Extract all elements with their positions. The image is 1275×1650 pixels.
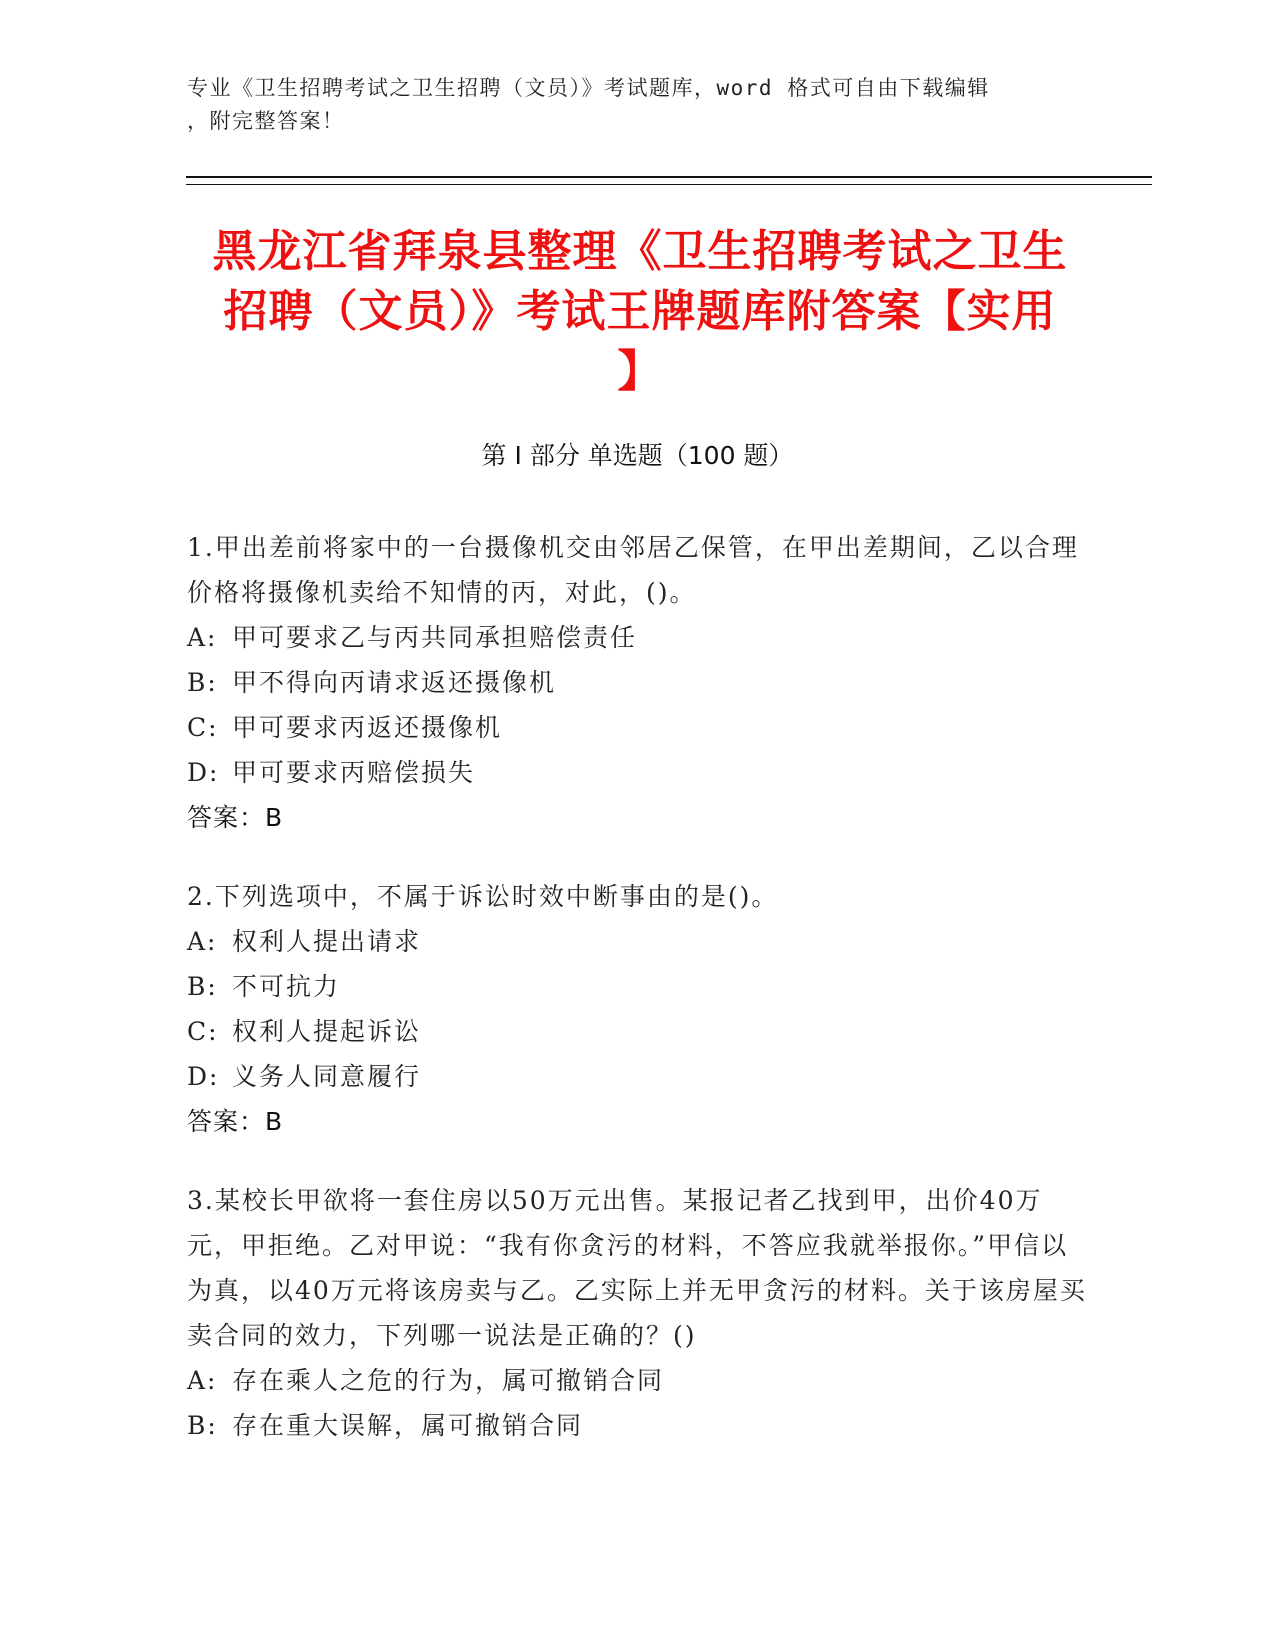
option-c xyxy=(187,705,1087,750)
option-text: 甲不得向丙请求返还摄像机 xyxy=(232,668,557,697)
header-rule-thick xyxy=(186,176,1152,178)
question-3 xyxy=(187,1178,1087,1448)
option-text: 义务人同意履行 xyxy=(232,1062,422,1091)
question-list xyxy=(187,525,1087,1482)
option-text: 甲可要求丙返还摄像机 xyxy=(232,713,503,742)
header-rule-thin xyxy=(186,184,1152,185)
question-stem: 3.某校长甲欲将一套住房以50万元出售。某报记者乙找到甲，出价40万元，甲拒绝。乙对甲说：“我有你贪污的材料，不答应我就举报你。”甲信以为真，以40万元将该房卖与乙。乙实际上并无甲贪污的材料。关于该房屋买卖合同的效力，下列哪一说法是正确的？() xyxy=(187,1186,1087,1350)
title-line-1: 黑龙江省拜泉县整理《卫生招聘考试之卫生 xyxy=(212,226,1068,277)
question-1 xyxy=(187,525,1087,840)
header-note xyxy=(187,72,1067,138)
option-a xyxy=(187,1358,1087,1403)
option-text: 权利人提起诉讼 xyxy=(232,1017,422,1046)
option-text: 甲可要求乙与丙共同承担赔偿责任 xyxy=(232,623,638,652)
option-letter: A: xyxy=(187,1366,218,1395)
question-stem: 1.甲出差前将家中的一台摄像机交由邻居乙保管，在甲出差期间，乙以合理价格将摄像机卖给不知情的丙，对此，()。 xyxy=(187,533,1079,607)
option-a xyxy=(187,615,1087,660)
option-d xyxy=(187,750,1087,795)
option-text: 存在重大误解，属可撤销合同 xyxy=(232,1411,584,1440)
option-letter: C: xyxy=(187,1017,219,1046)
section-heading: 第 I 部分 单选题（100 题） xyxy=(481,441,794,470)
answer-line: 答案：B xyxy=(187,803,284,832)
option-letter: C: xyxy=(187,713,219,742)
question-stem: 2.下列选项中，不属于诉讼时效中断事由的是()。 xyxy=(187,882,779,911)
option-letter: D: xyxy=(187,1062,220,1091)
answer-line: 答案：B xyxy=(187,1107,284,1136)
option-d xyxy=(187,1054,1087,1099)
option-letter: D: xyxy=(187,758,220,787)
title-line-2: 招聘（文员）》考试王牌题库附答案【实用 xyxy=(223,286,1057,337)
option-letter: A: xyxy=(187,623,218,652)
question-2 xyxy=(187,874,1087,1144)
option-letter: B: xyxy=(187,1411,218,1440)
option-c xyxy=(187,1009,1087,1054)
document-title xyxy=(190,222,1090,402)
header-note-line-2: ，附完整答案！ xyxy=(187,109,345,133)
option-text: 权利人提出请求 xyxy=(232,927,422,956)
option-b xyxy=(187,964,1087,1009)
title-line-3: 】 xyxy=(617,346,663,397)
option-text: 甲可要求丙赔偿损失 xyxy=(232,758,476,787)
option-letter: B: xyxy=(187,972,218,1001)
option-letter: B: xyxy=(187,668,218,697)
option-letter: A: xyxy=(187,927,218,956)
header-note-line-1: 专业《卫生招聘考试之卫生招聘（文员）》考试题库，word 格式可自由下载编辑 xyxy=(187,76,990,100)
option-text: 存在乘人之危的行为，属可撤销合同 xyxy=(232,1366,665,1395)
option-b xyxy=(187,1403,1087,1448)
option-b xyxy=(187,660,1087,705)
option-a xyxy=(187,919,1087,964)
option-text: 不可抗力 xyxy=(232,972,341,1001)
